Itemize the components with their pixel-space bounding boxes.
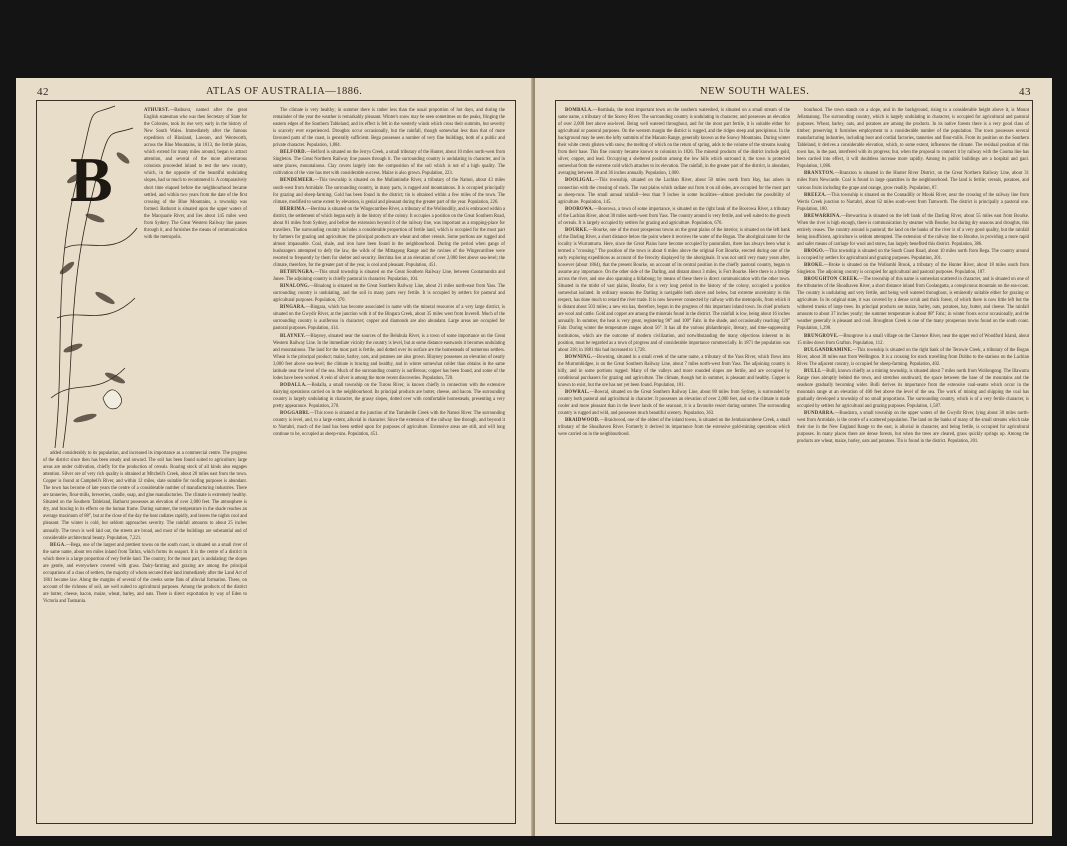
atlas-spread — [16, 78, 1052, 836]
entry-text: bourhood. The town stands on a slope, and in the background, rising to a considerable height above it, is Mount Jellamatong. The surrounding country, which is largely undulating in character, is occupied for agricultural and pastoral purposes. Wheat, barley, oats, and potatoes are among the products. In its native forests there is a very good class of timber; preserving it furnishes employment to a considerable number of the population. The town possesses several manufacturing industries, including boot and cordial factories, tanneries and flour-mills. From its position on the Southern Tableland, it derives a considerable elevation, which, to some extent, influences the climate. The residual position of this town has, in the past, interfered with its progress; but, when the proposal to connect it by railway with the Cooma line has been carried into effect, it will doubtless increase more rapidly. Among its public buildings are a hospital and gaol. Population, 1,086. — [797, 108, 1029, 170]
entry-text: —This township, situated on the Lachlan River, about 50 miles north from Hay, has arisen in connection with the crossing of stock. The vast plains which radiate out from it on all sides, are occupied for the most part as sheep-runs. The small annual rainfall—less than 9 inches in some localities—almost precludes the possibility of agriculture. Population, 145. — [558, 178, 790, 205]
gazetteer-entry — [273, 283, 505, 304]
right-running-head: NEW SOUTH WALES. — [700, 86, 810, 97]
entry-heading: BOWNING. — [565, 354, 593, 360]
entry-heading: BENDEMEER. — [280, 178, 315, 184]
entry-text: —This township is situated on the South Coast Road, about 10 miles north from Bega. The country around is occupied by settlers for agricultural and grazing purposes. Population, 201. — [797, 248, 1029, 261]
entry-heading: ATHURST. — [144, 108, 170, 113]
left-page-number: 42 — [37, 86, 49, 98]
entry-text: —Bowning, situated in a small creek of the same name, a tributary of the Yass River, which flows into the Murrumbidgee, is on the Great Southern Railway Line, about 7 miles north-west from Yass. The adjoining country is hilly, and in some portions rugged. Many of the valleys and more rounded slopes are fertile, and are occupied by conditional purchasers for grazing and agriculture. The climate, though hot in summer, is pleasant and healthy. Copper is known to exist, but the ore has not yet been found. Population, 181. — [558, 354, 790, 388]
drop-cap-letter: B — [70, 144, 113, 215]
entry-heading: BROKE. — [804, 263, 824, 269]
left-page — [16, 78, 533, 836]
entry-text: —Branxton is situated in the Hunter River District, on the Great Northern Railway Line, about 31 miles from Newcastle. Coal is found in large quantities in the neighbourhood. The land is fertile; cereals, potatoes, and various fruits including the grape and orange, grow readily. Population, 87. — [797, 171, 1029, 191]
entry-text: —Bodalla, a small township on the Tuross River, is known chiefly in connection with the extensive dairying operations carried on in the neighbourhood. Its principal products are butter, cheese, and bacon. The surrounding country is largely undulating in character, the grassy slopes, dotted over with comfortable homesteads, presenting a very pretty appearance. Population, 270. — [273, 382, 505, 409]
entry-heading: BERRIMA. — [280, 206, 307, 212]
gazetteer-entry — [797, 410, 1029, 445]
entry-text: —This township is situated on the right bank of the Terowie Creek, a tributary of the Bogan River, about 30 miles east from Wellington. It is a crossing for stock travelling from Dubbo to the stations on the Lachlan River. The adjacent country, is occupied for sheep-farming. Population, 402. — [797, 347, 1029, 367]
entry-heading: BRAIDWOOD. — [565, 418, 600, 424]
entry-text: —Bombala, the most important town on the southern watershed, is situated on a small stream of the same name, a tributary of the Snowy River. The surrounding country is undulating in character, and possesses an elevation of over 2,000 feet above sea-level. Being well watered throughout, and for the most part fertile, it is suitable either for agricultural or pastoral purposes. On the western margin the district is rugged, and the ridges steep and precipitous. In the background may be seen the lofty summits of the Manaro Range, generally known as the Snowy Mountains. During winter their white crests glisten with snow, the melting of which on the return of spring, adds to the volume of the streams issuing from their base. This fine country became known to colonists in 1826. The mineral products of the district include gold, silver, copper, and lead. Occupying a sheltered position among the low hills which surround it, the town is protected somewhat from the extreme cold which attaches to its elevation. The rainfall, in the greater part of the district, is abundant, averaging between 30 and 36 inches annually. Population, 1,000. — [558, 108, 790, 177]
gazetteer-entry — [797, 262, 1029, 276]
gazetteer-entry — [797, 213, 1029, 248]
left-column-2 — [273, 107, 505, 821]
gazetteer-entry — [797, 192, 1029, 213]
gazetteer-entry — [558, 206, 790, 227]
entry-text: —Bowral, situated on the Great Southern Railway Line, about 80 miles from Sydney, is surrounded by country both pastoral and agricultural in character. It possesses an elevation of over 2,000 feet, and so the climate is made cooler and more pleasant than in the lower lands of the seacoast, it is a favourite resort during summer. The surrounding country is rugged and wild, and possesses much beautiful scenery. Population, 363. — [558, 389, 790, 417]
entry-heading: BINALONG. — [280, 284, 310, 290]
gazetteer-entry — [797, 107, 1029, 170]
entry-text: —Brewarrina is situated on the left bank of the Darling River, about 55 miles east from Bourke. When the river is high enough, there is communication by steamer with Bourke, but during dry seasons and droughts, this entirely ceases. The country around is pastoral; the land on the banks of the river is of a very good quality, but the rainfall being insufficient, agriculture is seldom attempted. The extension of the railway line to Bourke, in providing a more rapid and safer means of carriage for wool and stores, has largely benefited this district. Population, 386. — [797, 213, 1029, 247]
bathurst-opening-text — [144, 107, 247, 450]
entry-text: —Bundarra, a small township on the upper waters of the Gwydir River, lying about 30 miles north-west from Armidale, is the centre of a scattered population. The land on the banks of many of the small streams which take their rise in the New England Range to the east, is alluvial in character, and being fertile, is occupied for agricultural purposes. In many places there are dense forests, but when the trees are cleared, grass quickly springs up. Among the products are wheat, maize, barley, oats and potatoes. Tin is found in the district. Population, 201. — [797, 411, 1029, 445]
right-column-1 — [558, 107, 790, 821]
gazetteer-entry — [273, 304, 505, 332]
entry-heading: BREWARRINA. — [804, 213, 842, 219]
entry-text: —The township of this name is somewhat scattered in character, and is situated on one of the tributaries of the Shoalhaven River, a short distance inland from Coolangatta, a conspicuous mountain on the sea-coast. The country is undulating and very fertile, and being well watered throughout, is eminently suitable either for grazing or agriculture. In its original state, it was covered by a dense scrub and thick forest, of which there is now little left but the withered trunks of large trees. Its principal products are maize, barley, oats, potatoes, hay, butter, and cheese. The rainfall amounts to about 37 inches yearly; the summer temperature is about 88° Fahr.; in winter frosts occur occasionally, and the weather generally is pleasant and cool. Broughton Creek is one of the many prosperous towns found on the south coast. Population, 1,298. — [797, 277, 1029, 332]
entry-text: —Brungrove is a small village on the Clarence River, near the upper end of Woodford Island, about 15 miles down from Grafton. Population, 112. — [797, 333, 1029, 346]
right-column-2 — [797, 107, 1029, 821]
entry-text: —Berrima is situated on the Wingecarribee River, a tributary of the Wollondilly, and is embraced within a district, the settlement of which began early in the history of the colony. It occupies a position on the Great Southern Road, about 81 miles from Sydney, and before the extension beyond it of the railway line, was important as a stopping-place for travellers. The surrounding country includes a considerable proportion of fertile land, which is occupied for the most part by farmers for grazing and agriculture; the principal products are wheat and other cereals. Some portions are rugged and almost impassable. Coal, shale, and iron have been found in the neighbourhood. During the period when gangs of bushrangers attempted to defy the law, the wilds of the Mittagong Range and the ravines of the Wingecarribee were resorted to frequently by them for shelter and security. Berrima lies at an elevation of over 2,000 feet above sea-level; the climate, therefore, for the greater part of the year, is cool and pleasant. Population, 451. — [273, 206, 505, 269]
entry-heading: BROUGHTON CREEK. — [804, 277, 859, 283]
entry-text: —This township is situated on the Connadilly or Mooki River, near the crossing of the railway line from Werris Creek junction to Narrabri, about 62 miles south-west from Tamworth. The district is principally a pastoral one. Population, 180. — [797, 192, 1029, 212]
entry-text: —This township is situated on the Mullamindie River, a tributary of the Namoi, about 43 miles south-west from Armidale. The surrounding country, in many parts, is rugged and mountainous. It is occupied principally for grazing and sheep-farming. Gold has been found in the district; tin is obtained within a few miles of the town. The climate, modified to some extent by elevation, is genial and pleasant during the greater part of the year. Population, 226. — [273, 178, 505, 205]
gazetteer-entry — [558, 107, 790, 177]
entry-text: —Braidwood, one of the oldest of the inland towns, is situated on the Jembaicumbene Creek, a small tributary of the Shoalhaven River. Formerly it derived its importance from the extensive gold-mining operations which were carried on in the neighbourhood. — [558, 418, 790, 438]
entry-heading: BOMBALA. — [565, 108, 593, 113]
gazetteer-entry — [273, 269, 505, 283]
gazetteer-entry — [558, 177, 790, 205]
entry-heading: BELFORD. — [280, 150, 307, 156]
entry-text: —Binalong is situated on the Great Southern Railway Line, about 21 miles north-east from Yass. The surrounding country is undulating, and the soil in many parts very fertile. It is occupied by settlers for pastoral and agricultural purposes. Population, 370. — [273, 284, 505, 304]
gazetteer-entry — [797, 248, 1029, 262]
gazetteer-entry — [558, 389, 790, 417]
entry-heading: BINGARA. — [280, 305, 306, 311]
entry-text: —Broke is situated on the Wollombi Brook, a tributary of the Hunter River, about 18 miles south from Singleton. The adjoining country is occupied for agricultural and pastoral purposes. Population, 187. — [797, 263, 1029, 276]
entry-heading: BOOROWA. — [565, 206, 594, 212]
gazetteer-entry — [558, 417, 790, 438]
gazetteer-entry — [273, 410, 505, 438]
entry-text: —Bega, one of the largest and prettiest towns on the south coast, is situated on a small river of the same name, about ten miles inland from Tathra, which forms its seaport. It is the centre of a district in which there is a large proportion of very fertile land. The country, for the most part, is undulating; the slopes are gentle, and everywhere covered with grass. Dairy-farming and grazing are among the principal occupations of a class of settlers, the majority of whom secured their land immediately after the Land Act of 1861 became law. Along the margins of several of the creeks some flats of alluvial formation. These, on account of the richness of soil, are well suited to agricultural purposes. Among the products of the district are butter, cheese, bacon, maize, wheat, barley, and oats. There is direct exportation by way of Eden to Victoria and Tasmania. — [43, 542, 247, 604]
entry-text: —Bourke, one of the most prosperous towns on the great plains of the interior, is situated on the left bank of the Darling River, a short distance below the point where it receives the water of the Bogan. The aboriginal name for the locality is Wurramurra. Here, since the Great Plains have become occupied by pastoralists, there has always been what is termed a "crossing." The position of the town is about 6 miles above the original Fort Bourke, erected during one of the early exploring expeditions as account of the ferocity displayed by the aboriginals. It was not until very many years after, however (about 1864), that the present Bourke, on account of its central position in the chiefly pastoral country, began to assume any importance. On the other side of the Darling, and distant about 3 miles, is Fort Bourke. Here there is a bridge across the river, and one also spanning a billabong; by means of these there is direct communication with the other town. Situated in the midst of vast plains, Bourke, for a very long period in the history of the colony, occupied a position somewhat isolated. In ordinary seasons the Darling is navigable both above and below, but extreme uncertainty in this respect, has done much to retard the river trade. It is now however connected by railway with the metropolis, from which it is distant about 503 miles; a new era has, therefore, begun in the progress of this important inland town. Its chief products are wool and cattle. Gold and copper are among the minerals found in the district. The rainfall is low, being about 16 inches annually. In summer, the heat is very great, registering 96° and 100° Fahr. in the shade, and occasionally reaching 120° Fahr. During winter the temperature ranges about 56°. It has all the various philanthropic, literary, and time-suppressing institutions, which are the outcome of modern civilization, and notwithstanding the many objections inherent to its position, must be regarded as a town of progress and of considerable importance commercially. In 1871 the population was about 318; in 1881 this had increased to 1,728. — [558, 227, 790, 353]
entry-heading: BROGO. — [804, 248, 825, 254]
gazetteer-entry — [273, 149, 505, 177]
entry-heading: BULLI. — [804, 368, 822, 374]
entry-text: —Bulli, known chiefly as a mining township, is situated about 7 miles north from Wollongong. The Illawarra Range rises abruptly behind the town, and stretches southward, the space between the base of the mountains and the seashore gradually becoming wider. Bulli derives its importance from the extensive coal-seams which occur in the mountain range at an elevation of 400 feet above the level of the sea. The work of mining and shipping the coal has gradually developed a township of no small proportions. The surrounding country, which is of a very fertile character, is occupied by settlers for agricultural and grazing purposes. Population, 1,587. — [797, 368, 1029, 409]
entry-heading: BUNDARRA. — [804, 411, 835, 417]
gazetteer-entry — [273, 206, 505, 269]
gazetteer-entry — [273, 177, 505, 205]
entry-text: —Boorowa, a town of some importance, is situated on the right bank of the Boorowa River, a tributary of the Lachlan River, about 30 miles north-west from Yass. The country around is very fertile, and well suited to the growth of cereals. It is largely occupied by settlers for grazing and agriculture. Population, 676. — [558, 206, 790, 226]
entry-text: —Blayney, situated near the sources of the Belubula River, is a town of some importance on the Great Western Railway Line. In the immediate vicinity the country is level, but at some distance eastwards it becomes undulating and mountainous. The land for the most part is fertile, and dotted over its surface are the homesteads of numerous settlers. Wheat is the principal product; maize, barley, oats, and potatoes are also grown. Blayney possesses an elevation of nearly 3,000 feet above sea-level; the climate is bracing and healthy, and in winter somewhat colder than obtains in the same latitude near the level of the sea. Much of the surrounding country is auriferous; copper has been found, and some of the lodes have been worked. A vein of silver is among the more recent discoveries. Population, 720. — [273, 333, 505, 381]
gazetteer-entry — [273, 333, 505, 382]
gazetteer-entry — [273, 107, 505, 149]
entry-heading: BLAYNEY. — [280, 333, 306, 339]
gazetteer-entry — [558, 354, 790, 389]
right-page-number: 43 — [1019, 86, 1031, 98]
entry-heading: BEGA. — [50, 542, 66, 548]
entry-text: —Bathurst, named after the great English statesman who was then Secretary of State for the Colonies, took its rise very early in the history of New South Wales. Immediately after the famous expedition of Blaxland, Lawson, and Wentworth, across the Blue Mountains, in 1813, the fertile plains, which extend for many miles around, began to attract attention, and several of the more adventurous colonists proceeded inland to test the new country, which, in the opposite of the beautiful undulating slopes, had so much to recommend it. A comparatively short time elapsed before the neighbourhood became settled, and within two years from the date of the first crossing of the Blue Mountains, a township was formed. Bathurst is situated upon the upper waters of the Macquarie River, and lies about 145 miles west from Sydney. The Great Western Railway line passes through it, and furnishes the means of communication with the metropolis. — [144, 108, 247, 240]
bathurst-continued-text: added considerably to its population, and increased its importance as a commercial centre. The progress of the district since then has been steady and onward. The soil has been found suited to agriculture; large areas are under cultivation, chiefly for the production of cereals. Roaring stock of all kinds also engages attention. Silver ore of very rich quality is obtained at Mitchell's Creek, about 20 miles east from the town. Copper is found at Campbell's River, and within 12 miles, slate suitable for roofing purposes is abundant. The town has become of late years the centre of a considerable number of manufacturing industries. There are tanneries, flour-mills, breweries, candle, soap, and glue manufactories. The climate is extremely healthy. Situated on the Southern Tableland, Bathurst possesses an elevation of over 2,000 feet. The atmosphere is dry, and bracing in its effects on the human frame. During summer, the temperature in the shade reaches an average maximum of 88°, but at the close of the day the heat radiates rapidly, and leaves the nights cool and pleasant. The winter is cold, but seldom approaches severity. The rainfall amounts to about 25 inches annually. The town is well laid out, the streets are broad, and most of the buildings are substantial and of considerable architectural beauty. Population, 7,221. — [43, 451, 247, 541]
entry-text: —Belford is situated on the Jerrys Creek, a small tributary of the Hunter, about 10 miles north-west from Singleton. The Great Northern Railway line passes through it. The surrounding country is undulating in character, and in some places, mountainous. Clay covers largely into the composition of the soil which is not of a high quality. The cultivation of the vine has met with considerable success. Maize is also grown. Population, 223. — [273, 150, 505, 177]
entry-heading: BODALLA. — [280, 382, 307, 388]
entry-text: —This town is situated at the junction of the Tarrabeille Creek with the Namoi River. The surrounding country is level, and, to a large extent, alluvial in character. Since the extension of the railway line through, and beyond it to Narrabri, much of the land has been settled upon for purposes of agriculture. Extensive areas are still, and will long continue to be, occupied as sheep-runs. Population, 451. — [273, 411, 505, 438]
gazetteer-entry — [797, 368, 1029, 410]
entry-heading: BREEZA. — [804, 192, 827, 198]
entry-heading: BRUNGROVE. — [804, 333, 839, 339]
gazetteer-entry — [797, 333, 1029, 347]
entry-heading: BOOLIGAL. — [565, 178, 595, 184]
right-page — [535, 78, 1052, 836]
entry-heading: BRANXTON. — [804, 171, 835, 177]
gazetteer-entry — [797, 347, 1029, 368]
entry-text: —Bingara, which has become associated in name with the mineral resources of a very large district, is situated on the Gwydir River, at the junction with it of the Bingara Creek, about 35 miles west from Inverell. Much of the surrounding country is auriferous in character; copper and diamonds are also abundant. Large areas are occupied for pastoral purposes. Population, 414. — [273, 305, 505, 332]
entry-heading: BULGANDRAMINE. — [804, 347, 853, 353]
entry-heading: BOURKE. — [565, 227, 589, 233]
gazetteer-entry — [558, 227, 790, 354]
gazetteer-entry — [43, 542, 247, 605]
entry-heading: BOGGABRI. — [280, 411, 310, 417]
entry-heading: BOWRAL. — [565, 389, 590, 395]
entry-text: The climate is very healthy; in summer there is rather less than the usual proportion of hot days, and during the remainder of the year the weather is remarkably pleasant. Winter's snow may be seen sometimes on the peaks, fringing the eastern edges of the Southern Tableland, and its effect is felt in the westerly winds which cross their summits, but severity is scarcely ever experienced. Droughts occur occasionally, but the rainfall, though somewhat less than that of more favoured parts of the coast, is generally sufficient. Bega possesses a number of very fine buildings, both of a public and private character. Population, 1,884. — [273, 108, 505, 149]
entry-heading: BETHUNGRA. — [280, 270, 315, 276]
left-column-1-entries — [43, 542, 247, 605]
left-running-head: ATLAS OF AUSTRALIA—1886. — [206, 86, 363, 97]
left-column-1 — [43, 450, 247, 821]
gazetteer-entry — [797, 170, 1029, 191]
gazetteer-entry — [797, 276, 1029, 332]
entry-text: —This small township is situated on the Great Southern Railway Line, between Cootamundra and Junee. The adjoining country is chiefly pastoral in character. Population, 104. — [273, 270, 505, 283]
gazetteer-entry — [273, 382, 505, 410]
